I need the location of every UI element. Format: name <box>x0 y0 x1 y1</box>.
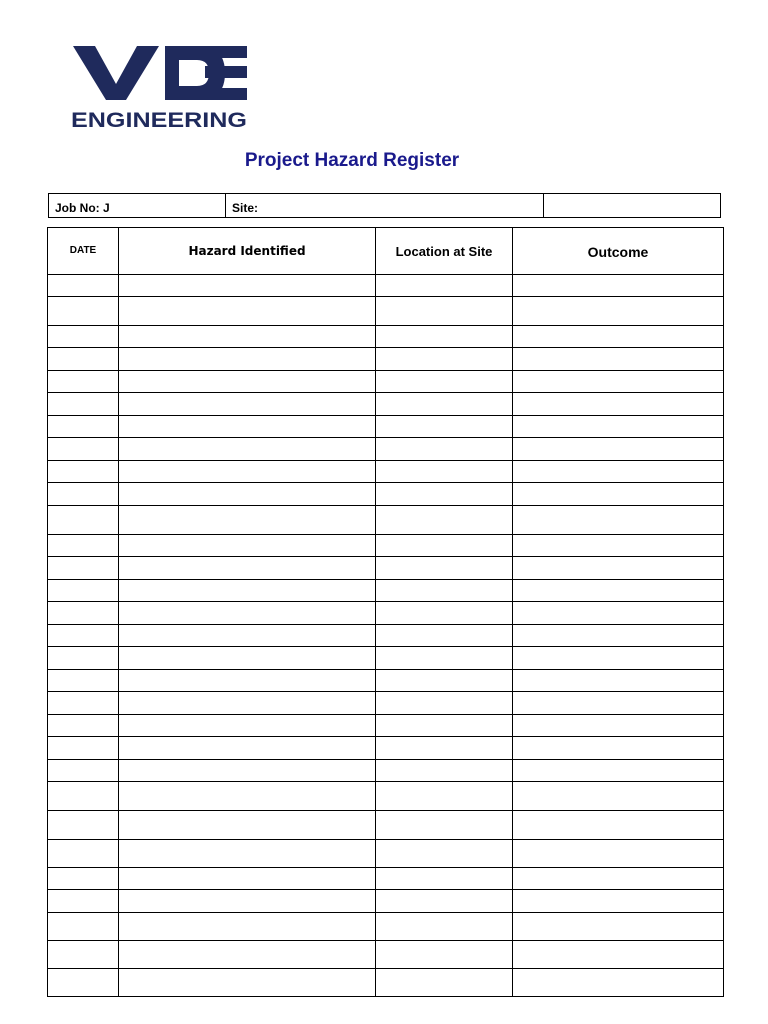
cell-location[interactable] <box>376 483 513 506</box>
cell-date[interactable] <box>48 969 119 997</box>
cell-outcome[interactable] <box>513 782 724 811</box>
cell-date[interactable] <box>48 461 119 483</box>
cell-hazard[interactable] <box>119 438 376 461</box>
cell-location[interactable] <box>376 782 513 811</box>
vde-logo-icon <box>71 44 249 130</box>
cell-hazard[interactable] <box>119 670 376 692</box>
cell-outcome[interactable] <box>513 275 724 297</box>
cell-location[interactable] <box>376 275 513 297</box>
cell-date[interactable] <box>48 760 119 782</box>
table-row <box>48 715 724 737</box>
cell-location[interactable] <box>376 602 513 625</box>
cell-outcome[interactable] <box>513 326 724 348</box>
cell-date[interactable] <box>48 535 119 557</box>
cell-hazard[interactable] <box>119 782 376 811</box>
page-title: Project Hazard Register <box>244 150 460 171</box>
cell-hazard[interactable] <box>119 297 376 326</box>
cell-date[interactable] <box>48 840 119 868</box>
cell-hazard[interactable] <box>119 393 376 416</box>
cell-hazard[interactable] <box>119 692 376 715</box>
cell-date[interactable] <box>48 890 119 913</box>
table-row <box>48 840 724 868</box>
cell-location[interactable] <box>376 692 513 715</box>
table-row <box>48 438 724 461</box>
cell-hazard[interactable] <box>119 275 376 297</box>
table-row <box>48 602 724 625</box>
table-row <box>48 625 724 647</box>
cell-outcome[interactable] <box>513 715 724 737</box>
cell-outcome[interactable] <box>513 941 724 969</box>
cell-location[interactable] <box>376 461 513 483</box>
vde-engineering-logo <box>71 44 249 130</box>
cell-date[interactable] <box>48 782 119 811</box>
cell-hazard[interactable] <box>119 890 376 913</box>
cell-location[interactable] <box>376 868 513 890</box>
table-row <box>48 692 724 715</box>
table-header-row <box>48 228 724 275</box>
cell-hazard[interactable] <box>119 868 376 890</box>
cell-outcome[interactable] <box>513 297 724 326</box>
cell-location[interactable] <box>376 625 513 647</box>
cell-location[interactable] <box>376 416 513 438</box>
cell-outcome[interactable] <box>513 393 724 416</box>
table-row <box>48 348 724 371</box>
cell-outcome[interactable] <box>513 969 724 997</box>
cell-hazard[interactable] <box>119 647 376 670</box>
cell-date[interactable] <box>48 647 119 670</box>
cell-date[interactable] <box>48 506 119 535</box>
table-row <box>48 297 724 326</box>
cell-location[interactable] <box>376 297 513 326</box>
logo-subtitle: ENGINEERING <box>71 109 247 130</box>
cell-outcome[interactable] <box>513 580 724 602</box>
cell-hazard[interactable] <box>119 348 376 371</box>
table-row <box>48 890 724 913</box>
cell-hazard[interactable] <box>119 969 376 997</box>
table-row <box>48 760 724 782</box>
cell-hazard[interactable] <box>119 602 376 625</box>
table-row <box>48 969 724 997</box>
cell-hazard[interactable] <box>119 941 376 969</box>
cell-location[interactable] <box>376 371 513 393</box>
cell-outcome[interactable] <box>513 760 724 782</box>
cell-date[interactable] <box>48 275 119 297</box>
cell-date[interactable] <box>48 371 119 393</box>
table-row <box>48 670 724 692</box>
cell-date[interactable] <box>48 868 119 890</box>
cell-outcome[interactable] <box>513 625 724 647</box>
table-row <box>48 461 724 483</box>
table-row <box>48 416 724 438</box>
cell-location[interactable] <box>376 737 513 760</box>
cell-outcome[interactable] <box>513 535 724 557</box>
table-row <box>48 811 724 840</box>
table-row <box>48 941 724 969</box>
cell-date[interactable] <box>48 602 119 625</box>
cell-location[interactable] <box>376 647 513 670</box>
table-row <box>48 535 724 557</box>
cell-outcome[interactable] <box>513 371 724 393</box>
cell-date[interactable] <box>48 625 119 647</box>
cell-outcome[interactable] <box>513 483 724 506</box>
cell-location[interactable] <box>376 557 513 580</box>
cell-location[interactable] <box>376 941 513 969</box>
column-header-location: Location at Site <box>376 228 513 275</box>
cell-outcome[interactable] <box>513 416 724 438</box>
cell-outcome[interactable] <box>513 737 724 760</box>
job-info-bar <box>48 193 721 218</box>
table-body <box>48 275 724 997</box>
cell-outcome[interactable] <box>513 557 724 580</box>
cell-hazard[interactable] <box>119 580 376 602</box>
cell-outcome[interactable] <box>513 890 724 913</box>
cell-outcome[interactable] <box>513 602 724 625</box>
cell-location[interactable] <box>376 393 513 416</box>
job-no-field[interactable]: Job No: J <box>49 194 226 217</box>
table-row <box>48 326 724 348</box>
cell-date[interactable] <box>48 580 119 602</box>
column-header-outcome: Outcome <box>513 228 724 275</box>
cell-date[interactable] <box>48 692 119 715</box>
table-row <box>48 393 724 416</box>
cell-date[interactable] <box>48 913 119 941</box>
hazard-register-table <box>47 227 724 997</box>
cell-outcome[interactable] <box>513 348 724 371</box>
table-row <box>48 483 724 506</box>
table-row <box>48 782 724 811</box>
cell-hazard[interactable] <box>119 416 376 438</box>
cell-outcome[interactable] <box>513 868 724 890</box>
cell-date[interactable] <box>48 715 119 737</box>
cell-outcome[interactable] <box>513 670 724 692</box>
column-header-date: DATE <box>48 228 119 275</box>
cell-hazard[interactable] <box>119 715 376 737</box>
table-row <box>48 868 724 890</box>
cell-date[interactable] <box>48 297 119 326</box>
cell-outcome[interactable] <box>513 913 724 941</box>
cell-hazard[interactable] <box>119 625 376 647</box>
cell-hazard[interactable] <box>119 811 376 840</box>
cell-date[interactable] <box>48 941 119 969</box>
cell-date[interactable] <box>48 326 119 348</box>
cell-outcome[interactable] <box>513 647 724 670</box>
cell-date[interactable] <box>48 393 119 416</box>
table-row <box>48 275 724 297</box>
site-field[interactable]: Site: <box>226 194 544 217</box>
table-row <box>48 371 724 393</box>
cell-location[interactable] <box>376 348 513 371</box>
cell-outcome[interactable] <box>513 840 724 868</box>
cell-date[interactable] <box>48 737 119 760</box>
cell-outcome[interactable] <box>513 461 724 483</box>
cell-location[interactable] <box>376 969 513 997</box>
cell-date[interactable] <box>48 438 119 461</box>
cell-hazard[interactable] <box>119 737 376 760</box>
cell-date[interactable] <box>48 348 119 371</box>
table-row <box>48 557 724 580</box>
cell-outcome[interactable] <box>513 692 724 715</box>
cell-hazard[interactable] <box>119 760 376 782</box>
job-extra-field[interactable] <box>544 194 720 217</box>
table-row <box>48 506 724 535</box>
cell-hazard[interactable] <box>119 483 376 506</box>
cell-hazard[interactable] <box>119 326 376 348</box>
cell-hazard[interactable] <box>119 461 376 483</box>
cell-location[interactable] <box>376 580 513 602</box>
cell-date[interactable] <box>48 483 119 506</box>
cell-location[interactable] <box>376 760 513 782</box>
cell-hazard[interactable] <box>119 371 376 393</box>
cell-location[interactable] <box>376 715 513 737</box>
cell-location[interactable] <box>376 811 513 840</box>
cell-hazard[interactable] <box>119 840 376 868</box>
cell-location[interactable] <box>376 890 513 913</box>
cell-hazard[interactable] <box>119 535 376 557</box>
cell-date[interactable] <box>48 557 119 580</box>
table-row <box>48 580 724 602</box>
cell-location[interactable] <box>376 670 513 692</box>
cell-date[interactable] <box>48 670 119 692</box>
cell-location[interactable] <box>376 913 513 941</box>
cell-location[interactable] <box>376 840 513 868</box>
cell-outcome[interactable] <box>513 438 724 461</box>
cell-location[interactable] <box>376 326 513 348</box>
cell-hazard[interactable] <box>119 506 376 535</box>
cell-location[interactable] <box>376 535 513 557</box>
cell-location[interactable] <box>376 506 513 535</box>
table-row <box>48 913 724 941</box>
cell-date[interactable] <box>48 811 119 840</box>
cell-outcome[interactable] <box>513 811 724 840</box>
cell-outcome[interactable] <box>513 506 724 535</box>
cell-location[interactable] <box>376 438 513 461</box>
table-row <box>48 647 724 670</box>
column-header-hazard: Hazard Identified <box>119 228 376 275</box>
cell-hazard[interactable] <box>119 557 376 580</box>
table-row <box>48 737 724 760</box>
cell-hazard[interactable] <box>119 913 376 941</box>
cell-date[interactable] <box>48 416 119 438</box>
